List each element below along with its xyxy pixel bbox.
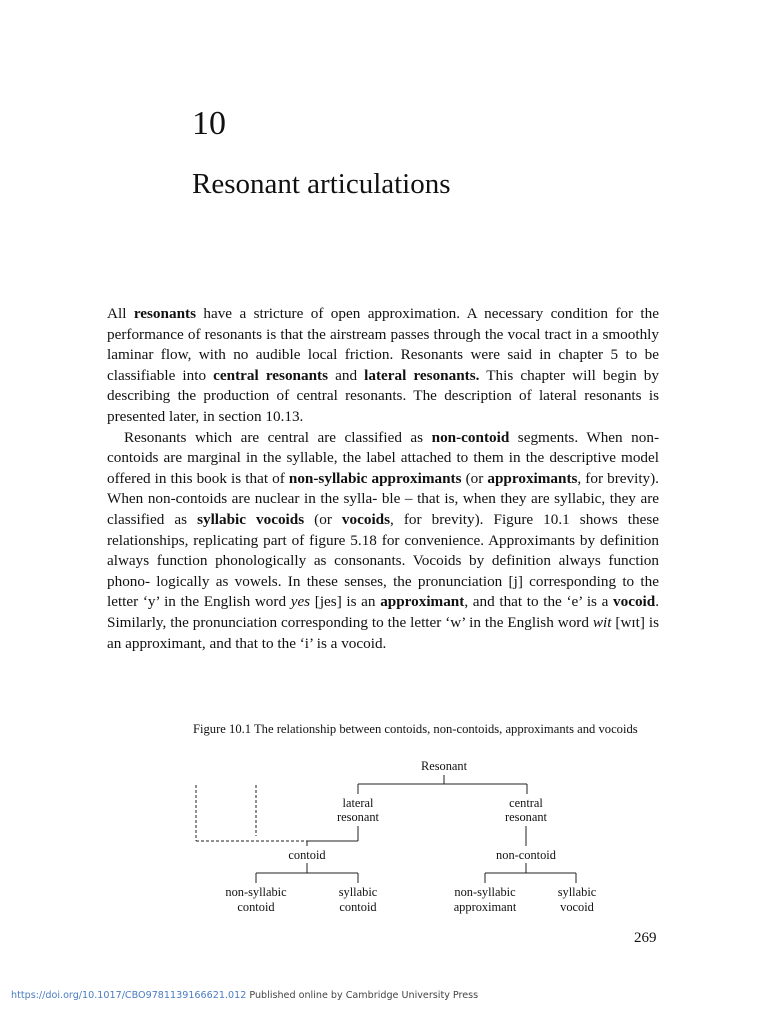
- page-number: 269: [634, 930, 657, 946]
- bold-term: syllabic vocoids: [197, 510, 305, 528]
- node-lateral-resonant-line2: resonant: [337, 810, 379, 824]
- node-non-contoid: non-contoid: [496, 848, 556, 862]
- node-syllabic-vocoid-line2: vocoid: [560, 900, 594, 914]
- chapter-number: 10: [192, 105, 226, 142]
- text-run: segments. When non-contoids are marginal in the syllable, the label attached to them in the descriptive model offered in this book is that of: [107, 428, 659, 487]
- text-run: have a stricture of open approximation. A necessary condition for the performance of resonants is that the airstream passes through the vocal tract in a smoothly laminar flow, with no audible local friction. Resonants were said in chapter 5 to be classifiable into: [107, 305, 659, 384]
- node-non-syllabic-approximant-line2: approximant: [453, 900, 517, 914]
- doi-link[interactable]: https://doi.org/10.1017/CBO9781139166621.012: [11, 990, 247, 1001]
- italic-word: wit: [592, 613, 612, 631]
- footer-publisher-note: Published online by Cambridge University Press: [246, 990, 479, 1001]
- italic-word: yes: [290, 593, 311, 611]
- text-run: (or: [461, 469, 488, 487]
- node-resonant: Resonant: [420, 759, 468, 773]
- node-central-resonant-line1: central: [509, 796, 543, 810]
- node-non-syllabic-contoid-line2: contoid: [237, 900, 275, 914]
- text-run: , and that to the ‘e’ is a: [464, 593, 614, 611]
- bold-term: central resonants: [213, 366, 328, 384]
- footer: [11, 990, 478, 1001]
- node-syllabic-contoid-line1: syllabic: [338, 885, 378, 899]
- chapter-title: Resonant articulations: [192, 168, 451, 200]
- bold-term: non-syllabic approximants: [288, 469, 462, 487]
- text-run: . Similarly, the pronunciation corresponding to the letter ‘w’ in the English word: [107, 593, 660, 631]
- text-run: (or: [304, 510, 342, 528]
- bold-term: non-contoid: [431, 428, 510, 446]
- node-syllabic-vocoid-line1: syllabic: [557, 885, 597, 899]
- node-central-resonant-line2: resonant: [505, 810, 547, 824]
- text-run: Resonants which are central are classified as: [124, 428, 432, 446]
- node-syllabic-contoid-line2: contoid: [339, 900, 377, 914]
- text-run: , for brevity). When non-contoids are nuclear in the sylla- ble – that is, when they are syllabic, they are classified as: [107, 469, 659, 528]
- node-non-syllabic-approximant-line1: non-syllabic: [454, 885, 516, 899]
- text-run: [jes] is an: [310, 593, 381, 611]
- bold-term: vocoids: [341, 510, 391, 528]
- bold-term: vocoid: [613, 593, 656, 611]
- node-contoid: contoid: [288, 848, 326, 862]
- text-run: and: [328, 366, 365, 384]
- text-run: [wɪt] is an approximant, and that to the ‘i’ is a vocoid.: [107, 613, 659, 652]
- bold-term: resonants: [133, 305, 196, 322]
- figure-caption: Figure 10.1 The relationship between contoids, non-contoids, approximants and vocoids: [193, 722, 638, 736]
- bold-term: approximant: [380, 593, 465, 611]
- node-non-syllabic-contoid-line1: non-syllabic: [225, 885, 287, 899]
- bold-term: approximants: [487, 469, 578, 487]
- bold-term: lateral resonants.: [364, 366, 480, 384]
- text-run: All: [107, 305, 134, 322]
- node-lateral-resonant-line1: lateral: [342, 796, 374, 810]
- text-run: , for brevity). Figure 10.1 shows these relationships, replicating part of figure 5.18 for convenience. Approximants by definition always function phonologically as consonants. Vocoids by definition always function phono- logically as vowels. In these senses, the pronunciation [j] corresponding to the letter ‘y’ in the English word: [107, 510, 659, 611]
- text-run: This chapter will begin by describing the production of central resonants. The description of lateral resonants is presented later, in section 10.13.: [107, 366, 659, 425]
